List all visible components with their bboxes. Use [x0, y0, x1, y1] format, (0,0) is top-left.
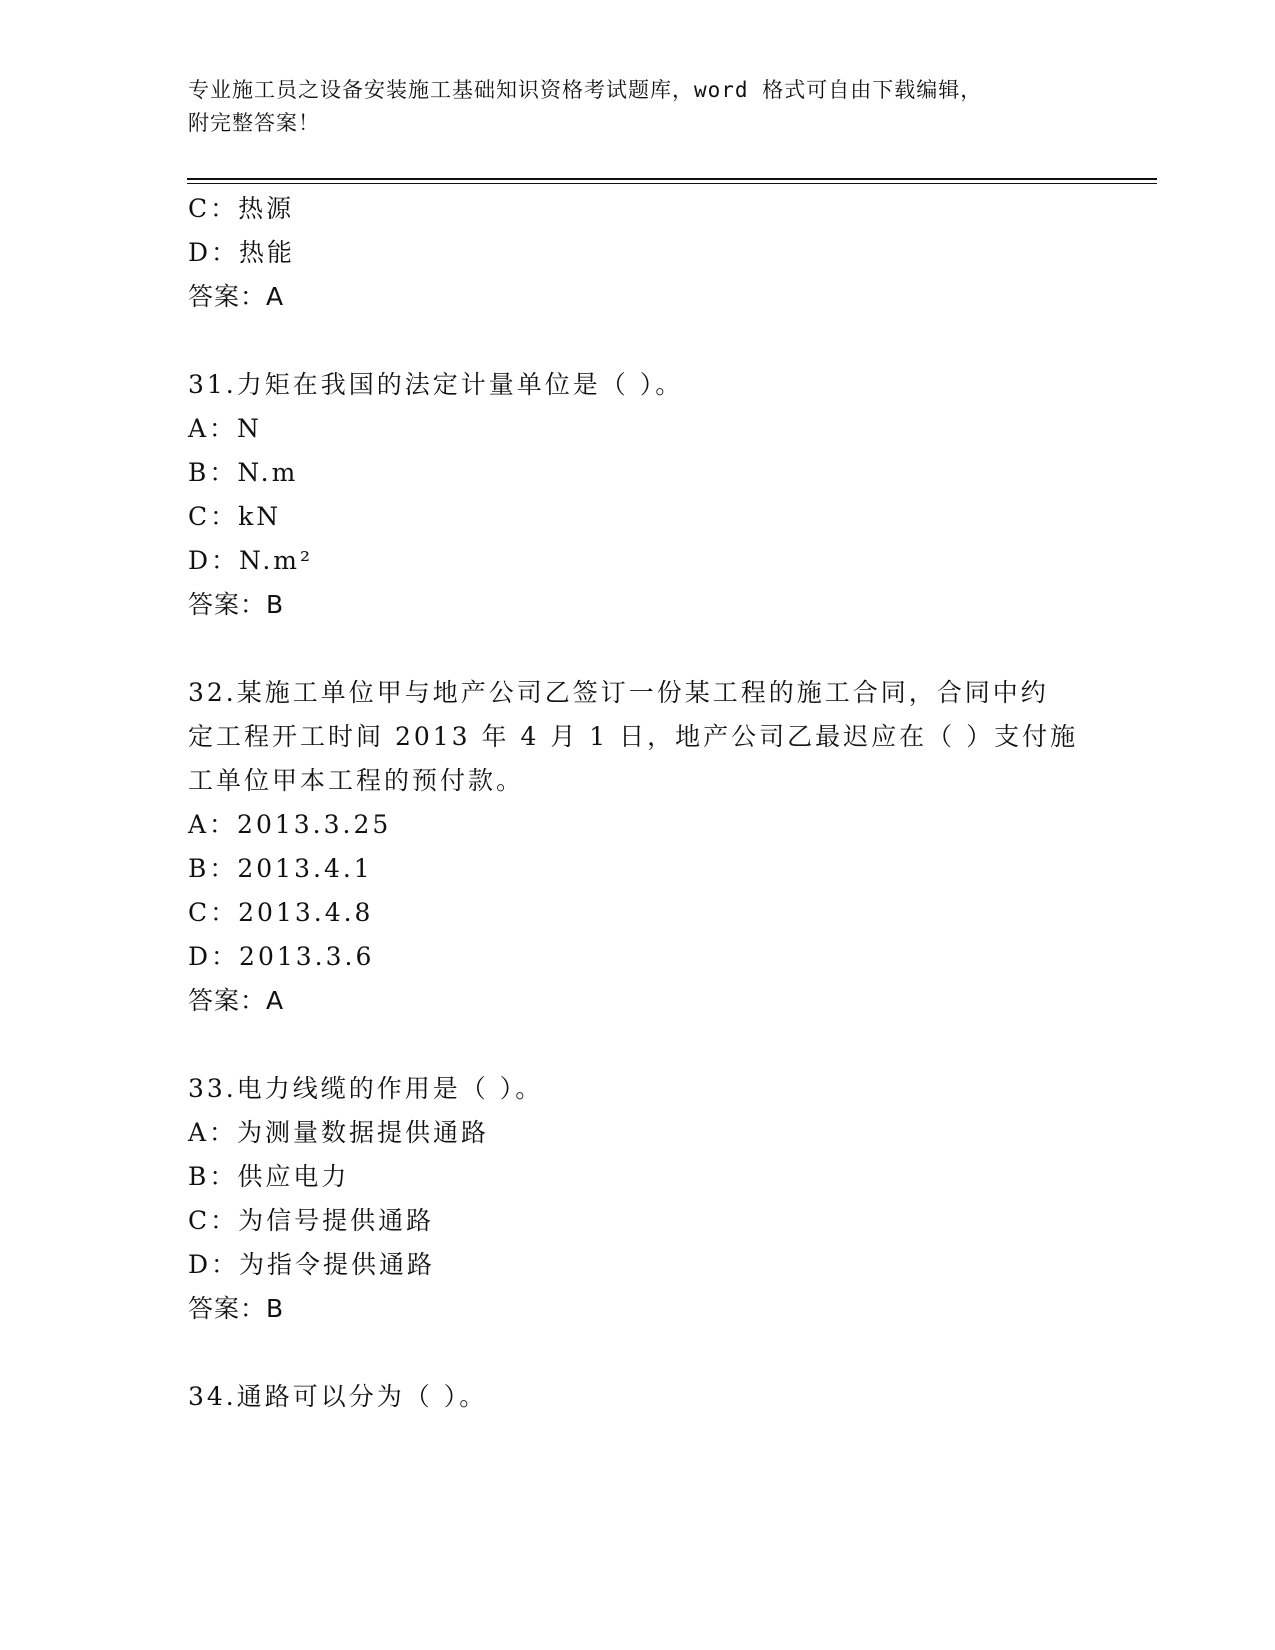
q31-option-d: D：N.m² — [188, 546, 313, 575]
q32-option-c: C：2013.4.8 — [188, 898, 374, 927]
q31-answer: 答案：B — [188, 590, 285, 619]
header-line-1: 专业施工员之设备安装施工基础知识资格考试题库，word 格式可自由下载编辑， — [188, 78, 983, 102]
q31-option-b: B：N.m — [188, 458, 299, 487]
q32-stem-line-3: 工单位甲本工程的预付款。 — [188, 766, 525, 795]
q32-option-d: D：2013.3.6 — [188, 942, 375, 971]
q33-option-b: B：供应电力 — [188, 1162, 350, 1191]
q32-stem-line-2: 定工程开工时间 2013 年 4 月 1 日，地产公司乙最迟应在（ ）支付施 — [188, 722, 1079, 751]
prev-answer: 答案：A — [188, 282, 285, 311]
q31-option-c: C：kN — [188, 502, 282, 531]
prev-option-d: D：热能 — [188, 238, 296, 267]
q33-option-a: A：为测量数据提供通路 — [188, 1118, 490, 1147]
q31-stem: 31.力矩在我国的法定计量单位是（ ）。 — [188, 370, 684, 399]
prev-option-c: C：热源 — [188, 194, 295, 223]
q32-stem-line-1: 32.某施工单位甲与地产公司乙签订一份某工程的施工合同，合同中约 — [188, 678, 1049, 707]
q34-stem: 34.通路可以分为（ ）。 — [188, 1382, 488, 1411]
document-header — [188, 74, 1088, 140]
q32-option-b: B：2013.4.1 — [188, 854, 373, 883]
header-divider-thick — [187, 178, 1157, 180]
q32-option-a: A：2013.3.25 — [188, 810, 392, 839]
header-line-2: 附完整答案！ — [188, 111, 320, 135]
q33-option-d: D：为指令提供通路 — [188, 1250, 436, 1279]
q33-stem: 33.电力线缆的作用是（ ）。 — [188, 1074, 544, 1103]
q33-answer: 答案：B — [188, 1294, 285, 1323]
header-divider-thin — [187, 183, 1157, 184]
q32-answer: 答案：A — [188, 986, 285, 1015]
q31-option-a: A：N — [188, 414, 262, 443]
q33-option-c: C：为信号提供通路 — [188, 1206, 435, 1235]
